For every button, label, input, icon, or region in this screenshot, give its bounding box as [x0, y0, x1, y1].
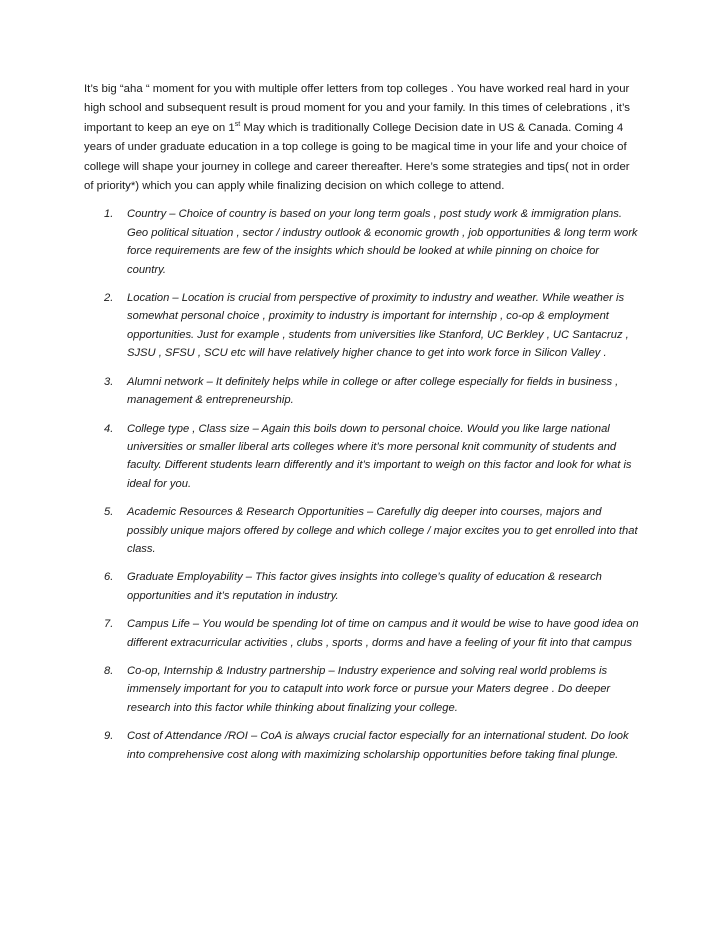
list-item-text: Co-op, Internship & Industry partnership – Industry experience and solving real world problems is immensely important for you to catapult into work force or pursue your Maters degree . Do deeper research into this factor while thinking about finalizing your college.	[127, 664, 611, 714]
list-item-number: 2.	[104, 292, 114, 305]
list-item-number: 1.	[104, 208, 114, 221]
intro-text-start: It’s big “aha “ moment for you with multiple offer letters from top colleges . You have worked real hard in your high school and subsequent result is proud moment for you and your family. In this times of celebrations , it’s important to keep an eye on 1	[84, 83, 630, 134]
list-item	[84, 420, 640, 494]
list-item	[84, 503, 640, 558]
list-item-number: 8.	[104, 664, 114, 677]
list-item-text: Alumni network – It definitely helps while in college or after college especially for fields in business , management & entrepreneurship.	[127, 375, 619, 407]
list-item-text: Graduate Employability – This factor gives insights into college’s quality of education & research opportunities and it’s reputation in industry.	[127, 571, 602, 602]
list-item-number: 6.	[104, 571, 114, 584]
list-item	[84, 205, 640, 279]
list-item-text: Location – Location is crucial from perspective of proximity to industry and weather. While weather is somewhat personal choice , proximity to industry is important for internship , co-op & employment opportunities. Just for example , students from universities like Stanford, UC Berkley , UC Santacruz , SJSU , SFSU , SCU etc will have relatively higher chance to get into work force in Silicon Valley .	[127, 292, 629, 360]
list-item-number: 3.	[104, 375, 114, 388]
list-item-text: College type , Class size – Again this boils down to personal choice. Would you like large national universities or smaller liberal arts colleges where it’s more personal knit community of students and faculty. Different students learn differently and it’s important to weigh on this factor and look for what is ideal for you.	[127, 422, 632, 490]
list-item-number: 9.	[104, 730, 114, 743]
intro-text-end: May which is traditionally College Decision date in US & Canada. Coming 4 years of under graduate education in a top college is going to be magical time in your life and your choice of college will shape your journey in college and career thereafter. Here’s some strategies and tips( not in order of priority*) which you can apply while finalizing decision on which college to attend.	[84, 121, 630, 193]
tips-list	[84, 205, 640, 764]
list-item-text: Academic Resources & Research Opportunities – Carefully dig deeper into courses, majors and possibly unique majors offered by college and which college / major excites you to get enrolled into that class.	[127, 506, 638, 555]
list-item-text: Cost of Attendance /ROI – CoA is always crucial factor especially for an international student. Do look into comprehensive cost along with maximizing scholarship opportunities before taking final plunge.	[127, 730, 629, 761]
list-item-number: 4.	[104, 422, 114, 435]
list-item-text: Campus Life – You would be spending lot of time on campus and it would be wise to have good idea on different extracurricular activities , clubs , sports , dorms and have a feeling of your fit into that campus	[127, 618, 639, 649]
list-item-number: 7.	[104, 618, 114, 631]
document-page	[84, 80, 640, 774]
list-item-text: Country – Choice of country is based on your long term goals , post study work & immigration plans. Geo political situation , sector / industry outlook & economic growth , job opportunities & long term work force requirements are few of the insights which should be looked at while pinning on choice for country.	[127, 208, 638, 276]
intro-paragraph	[84, 80, 640, 196]
intro-superscript: st	[234, 121, 241, 129]
list-item-number: 5.	[104, 506, 114, 519]
list-item	[84, 568, 640, 605]
list-item	[84, 289, 640, 363]
list-item	[84, 727, 640, 764]
list-item	[84, 373, 640, 410]
list-item	[84, 615, 640, 652]
list-item	[84, 662, 640, 717]
